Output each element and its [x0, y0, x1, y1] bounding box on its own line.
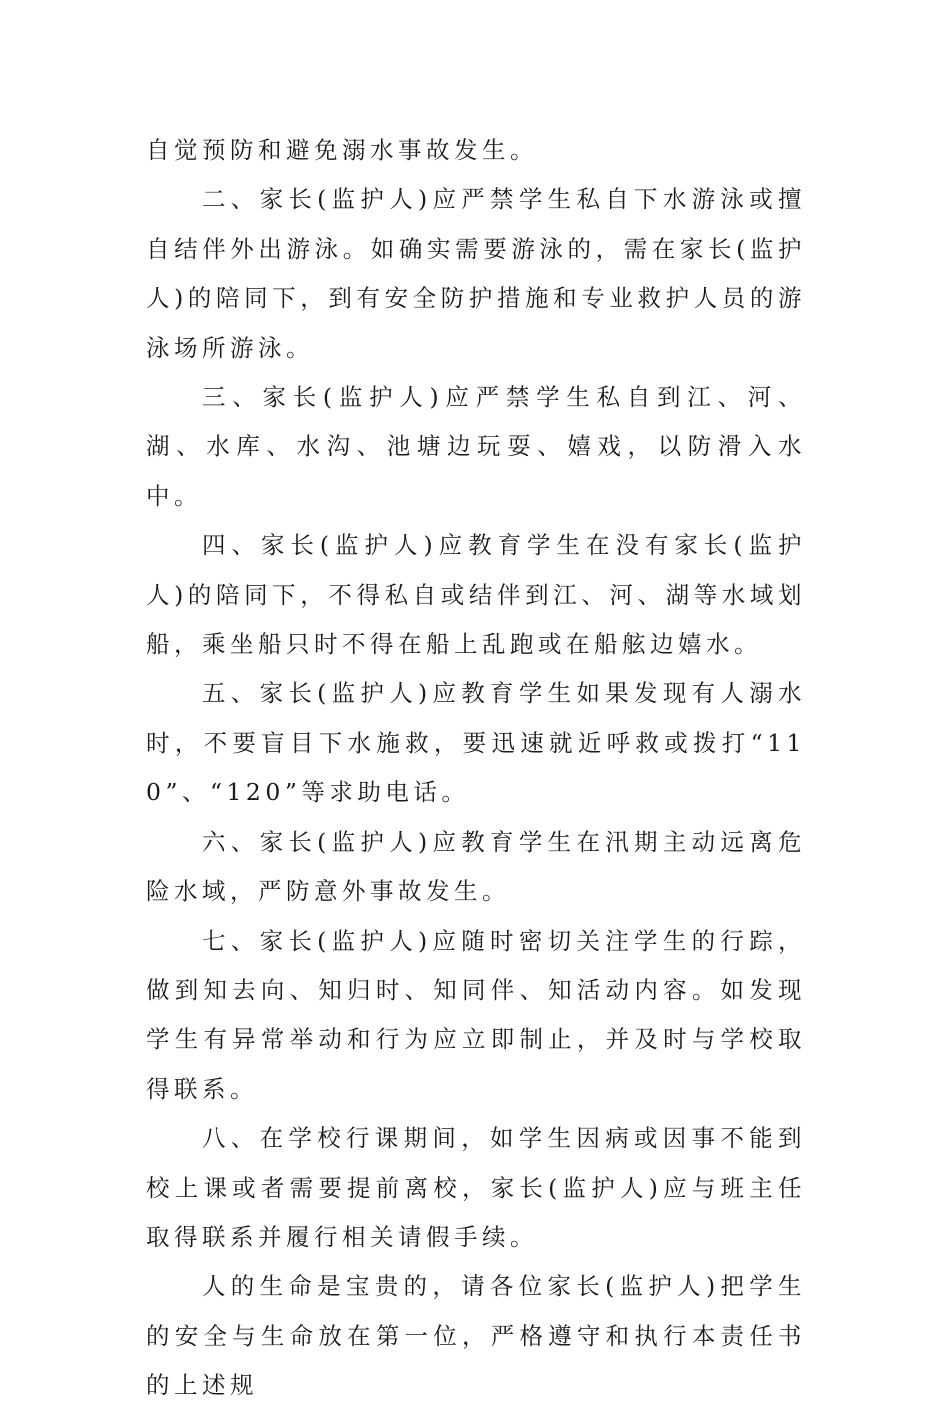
paragraph-rule-3: 三、家长(监护人)应严禁学生私自到江、河、湖、水库、水沟、池塘边玩耍、嬉戏，以防滑入水中。	[146, 383, 806, 510]
paragraph-rule-7: 七、家长(监护人)应随时密切关注学生的行踪，做到知去向、知归时、知同伴、知活动内容。如发现学生有异常举动和行为应立即制止，并及时与学校取得联系。	[146, 926, 806, 1103]
paragraph-rule-4: 四、家长(监护人)应教育学生在没有家长(监护人)的陪同下，不得私自或结伴到江、河、湖等水域划船，乘坐船只时不得在船上乱跑或在船舷边嬉水。	[146, 531, 806, 659]
document-body	[146, 126, 806, 1411]
paragraph-rule-8: 八、在学校行课期间，如学生因病或因事不能到校上课或者需要提前离校，家长(监护人)应与班主任取得联系并履行相关请假手续。	[146, 1124, 806, 1251]
paragraph-rule-6: 六、家长(监护人)应教育学生在汛期主动远离危险水域，严防意外事故发生。	[146, 827, 806, 906]
paragraph-continuation: 自觉预防和避免溺水事故发生。	[146, 136, 538, 164]
paragraph-closing: 人的生命是宝贵的，请各位家长(监护人)把学生的安全与生命放在第一位，严格遵守和执行本责任书的上述规	[146, 1272, 806, 1400]
paragraph-rule-2: 二、家长(监护人)应严禁学生私自下水游泳或擅自结伴外出游泳。如确实需要游泳的，需在家长(监护人)的陪同下，到有安全防护措施和专业救护人员的游泳场所游泳。	[146, 185, 806, 362]
paragraph-rule-5: 五、家长(监护人)应教育学生如果发现有人溺水时，不要盲目下水施救，要迅速就近呼救或拨打“110”、“120”等求助电话。	[146, 679, 806, 807]
